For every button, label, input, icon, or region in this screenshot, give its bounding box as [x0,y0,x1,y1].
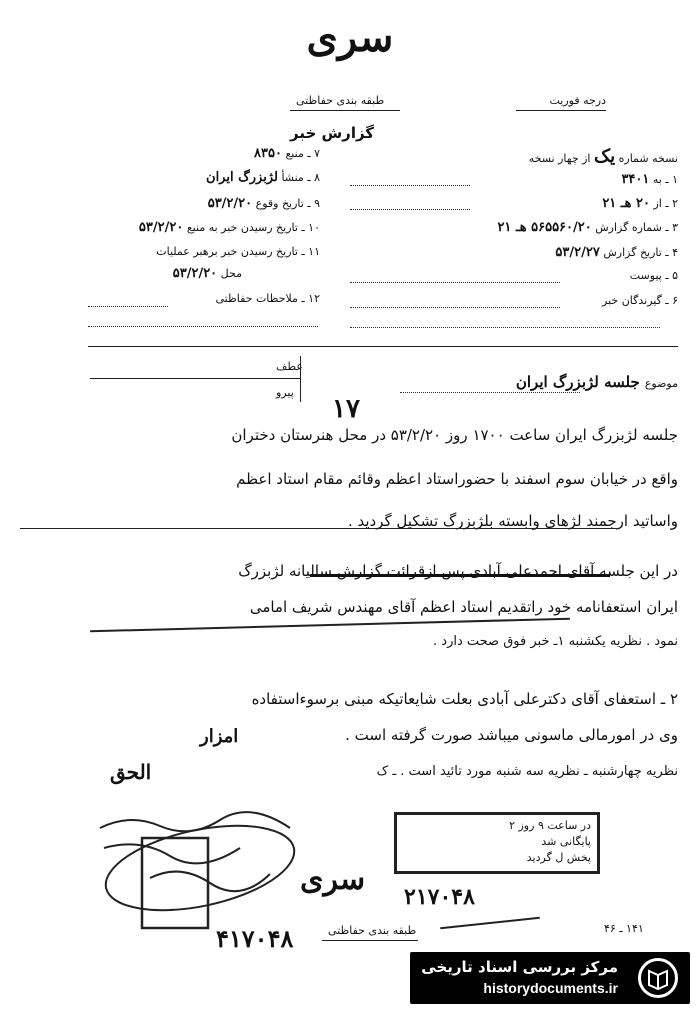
field-value: ۵۶۵۵۶۰/۲۰ هـ ۲۱ [497,220,592,235]
field-num: ۸ ـ [307,171,320,184]
ref-vertical-rule [300,356,301,402]
field-copy-number [529,146,678,167]
field-num: ۳ ـ [665,221,678,234]
field-num: ۶ ـ [665,294,678,307]
field-value: ۵۳/۲/۲۰ [138,220,184,235]
stamp-line: پخش ل گردید [526,851,591,864]
report-title: گزارش خبر [290,124,375,142]
handwritten-stamp-number: ۴۱۷۰۴۸ [216,924,294,953]
field-value: ۳۴۰۱ [621,172,650,187]
field-value: ۲۰ هـ ۲۱ [602,196,650,211]
body-line: وی در امورمالی ماسونی میباشد صورت گرفته است . [345,726,678,744]
field-source [88,146,320,161]
body-line: نظریه چهارشنبه ـ نظریه سه شنبه مورد تائید است . ـ ک [376,764,678,779]
field-num: ۱ ـ [665,173,678,186]
handwritten-stroke [440,917,540,929]
field-extra: از چهار نسخه [528,152,591,165]
field-value: ۵۳/۲/۲۰ [207,196,253,211]
subject-line [516,372,678,391]
field-label: تاریخ وقوع [255,197,304,210]
field-attachment [630,269,678,282]
urgency-underline [516,110,606,111]
field-label: تاریخ رسیدن خبر برهبر عملیات [156,245,298,258]
stamp-line: پایگانی شد [541,835,591,848]
classification-label: طبقه بندی حفاظتی [296,94,385,107]
dotted-line [350,282,560,283]
handwritten-number: ۱۷ [332,394,360,424]
handwritten-underline [20,528,620,529]
handwritten-side-number: ۲۱۷۰۴۸ [404,884,475,910]
body-line: واساتید ارجمند لژهای وابسته بلژبزرگ تشکیل گردید . [347,512,678,530]
field-num: ۴ ـ [665,246,678,259]
field-num: ۷ ـ [307,147,320,160]
body-line: در این جلسه آقای احمدعلی آبادی پس ازقرائت گزارش سالیانه لژبزرگ [238,562,678,580]
field-occurrence-date [88,196,320,211]
field-source-received-date [60,220,320,235]
field-label: پیوست [629,269,662,282]
archive-logo[interactable] [410,952,690,1004]
signature-scribble [90,808,310,938]
field-label: به [652,173,662,186]
ref-atf-label: عطف [276,360,303,373]
field-label: منشأ [281,171,304,184]
ref-peyro-label: پیرو [276,386,294,399]
footer-underline [322,940,418,941]
field-origin [88,170,320,185]
handwritten-amzar: امزار [200,726,239,747]
field-to [621,172,678,187]
field-value: ۵۳/۲/۲۷ [555,245,600,260]
logo-title: مرکز بررسی اسناد تاریخی [421,958,618,976]
handwritten-initials: الحق [110,760,152,784]
body-line: نمود . نظریه یکشنبه ۱ـ خبر فوق صحت دارد . [433,634,678,649]
handwritten-underline [310,574,610,577]
field-num: ۱۱ ـ [301,245,320,258]
subject-label: موضوع [644,377,678,390]
field-label: از [653,197,662,210]
field-label: نسخه شماره [618,152,678,165]
section-divider [88,346,678,347]
secret-title: سری [306,14,394,61]
body-line: جلسه لژبزرگ ایران ساعت ۱۷۰۰ روز ۵۳/۲/۲۰ در محل هنرستان دختران [231,426,678,444]
field-recipients [602,294,678,307]
body-line: ایران استعفانامه خود راتقدیم استاد اعظم آقای مهندس شریف امامی [249,598,678,616]
field-label: گیرندگان خبر [602,294,662,307]
dotted-line [350,185,470,186]
field-label: شماره گزارش [595,221,662,234]
urgency-label: درجه فوریت [549,94,606,107]
field-num: ۵ ـ [665,269,678,282]
field-label: ملاحظات حفاظتی [215,292,298,305]
field-from [602,196,678,211]
dotted-line [350,307,560,308]
field-location [88,266,242,281]
field-label: منبع [285,147,304,160]
body-line: واقع در خیابان سوم اسفند با حضوراستاد اعظم وقائم مقام استاد اعظم [236,470,678,488]
dotted-line [88,326,318,327]
field-value: لژبزرگ ایران [206,170,278,185]
dotted-line [88,306,168,307]
subject-value: جلسه لژبزرگ ایران [515,373,640,391]
handwritten-underline [90,618,570,633]
field-label: تاریخ رسیدن خبر به منبع [186,221,298,234]
field-value: یک [594,146,616,167]
form-code: ۱۴۱ ـ ۴۶ [604,922,644,935]
book-icon [638,958,678,998]
footer-classification-label: طبقه بندی حفاظتی [328,924,417,937]
field-value: ۸۳۵۰ [254,146,282,161]
field-num: ۲ ـ [665,197,678,210]
field-report-number [497,220,678,235]
dotted-line [350,327,660,328]
dotted-line [350,209,470,210]
field-num: ۱۲ ـ [301,292,320,305]
dotted-line [400,392,580,393]
ref-divider [90,378,300,379]
logo-url: historydocuments.ir [483,980,618,996]
field-label: محل [220,267,242,280]
archive-stamp [394,812,600,874]
footer-secret-stamp: سری [300,862,366,897]
classification-underline [290,110,400,111]
field-num: ۹ ـ [307,197,320,210]
field-operations-received-date [88,245,320,258]
field-label: تاریخ گزارش [603,246,662,259]
field-value: ۵۳/۲/۲۰ [172,266,218,281]
field-report-date [555,245,678,260]
field-security-notes [88,292,320,305]
body-line: ۲ ـ استعفای آقای دکترعلی آبادی بعلت شایعاتیکه مبنی برسوءاستفاده [251,690,678,708]
stamp-line: در ساعت ۹ روز ۲ [509,819,591,832]
field-num: ۱۰ ـ [301,221,320,234]
